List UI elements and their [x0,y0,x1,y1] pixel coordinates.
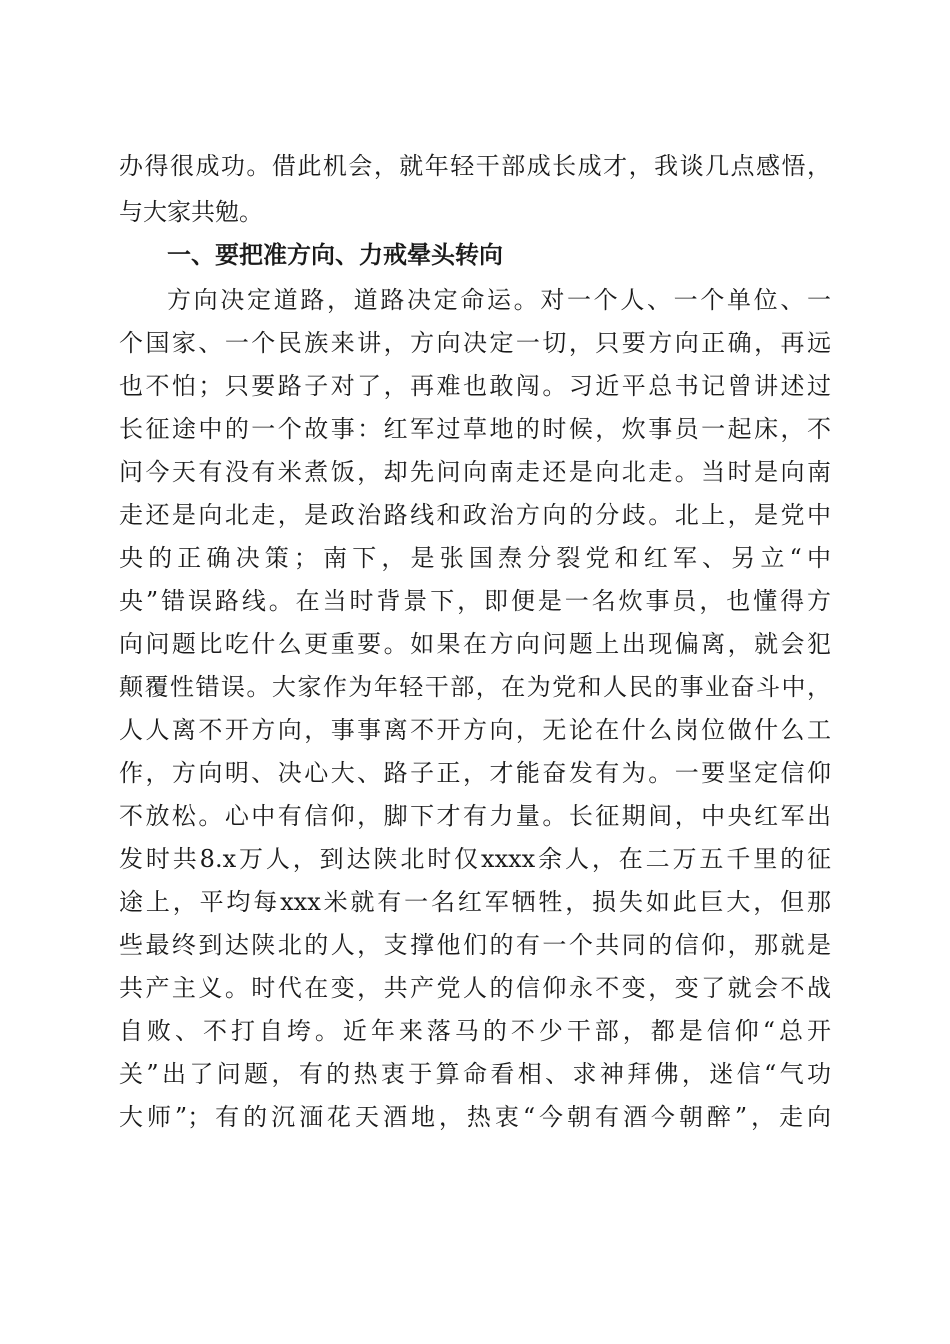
section-heading: 一、要把准方向、力戒晕头转向 [167,241,503,269]
paragraph-line: 自败、不打自垮。近年来落马的不少干部，都是信仰“总开 [119,1017,831,1045]
paragraph-line: 途上，平均每xxx米就有一名红军牺牲，损失如此巨大，但那 [119,888,831,916]
paragraph-line: 办得很成功。借此机会，就年轻干部成长成才，我谈几点感悟， [119,152,831,180]
paragraph-line: 个国家、一个民族来讲，方向决定一切，只要方向正确，再远 [119,329,831,357]
paragraph-line: 向问题比吃什么更重要。如果在方向问题上出现偏离，就会犯 [119,630,831,658]
paragraph-line: 共产主义。时代在变，共产党人的信仰永不变，变了就会不战 [119,974,831,1002]
paragraph-line: 也不怕；只要路子对了，再难也敢闯。习近平总书记曾讲述过 [119,372,831,400]
paragraph-line: 些最终到达陕北的人，支撑他们的有一个共同的信仰，那就是 [119,931,831,959]
paragraph-line: 发时共8.x万人，到达陕北时仅xxxx余人，在二万五千里的征 [119,845,831,873]
paragraph-line: 颠覆性错误。大家作为年轻干部，在为党和人民的事业奋斗中， [119,673,831,701]
paragraph-line: 央的正确决策；南下，是张国焘分裂党和红军、另立“中 [119,544,831,572]
paragraph-line: 大师”；有的沉湎花天酒地，热衷“今朝有酒今朝醉”，走向 [119,1103,831,1131]
paragraph-line: 不放松。心中有信仰，脚下才有力量。长征期间，中央红军出 [119,802,831,830]
paragraph-line: 作，方向明、决心大、路子正，才能奋发有为。一要坚定信仰 [119,759,831,787]
paragraph-line: 方向决定道路，道路决定命运。对一个人、一个单位、一 [167,286,831,314]
paragraph-line: 与大家共勉。 [119,198,263,226]
paragraph-line: 长征途中的一个故事：红军过草地的时候，炊事员一起床，不 [119,415,831,443]
paragraph-line: 问今天有没有米煮饭，却先问向南走还是向北走。当时是向南 [119,458,831,486]
paragraph-line: 关”出了问题，有的热衷于算命看相、求神拜佛，迷信“气功 [119,1060,831,1088]
paragraph-line: 人人离不开方向，事事离不开方向，无论在什么岗位做什么工 [119,716,831,744]
paragraph-line: 央”错误路线。在当时背景下，即便是一名炊事员，也懂得方 [119,587,831,615]
paragraph-line: 走还是向北走，是政治路线和政治方向的分歧。北上，是党中 [119,501,831,529]
